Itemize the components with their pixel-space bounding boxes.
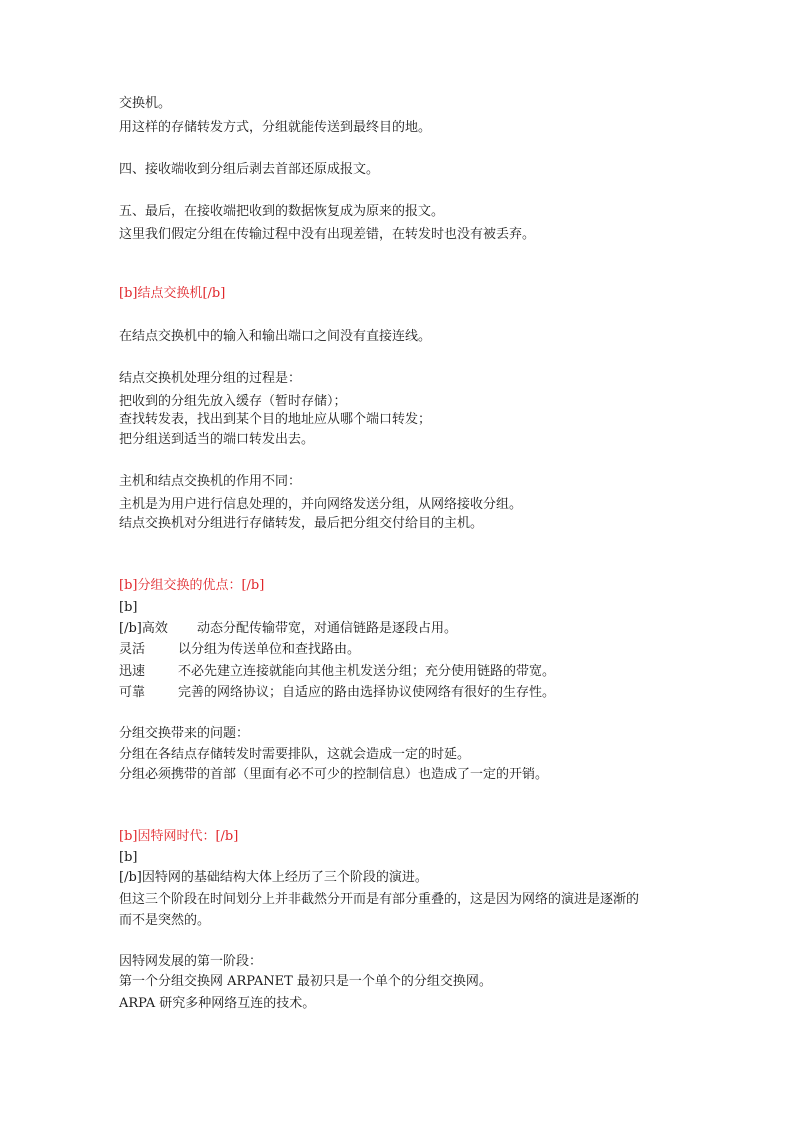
text-line: 但这三个阶段在时间划分上并非截然分开而是有部分重叠的，这是因为网络的演进是逐渐的 [119,892,640,907]
text-line: 交换机。 [119,96,172,111]
text-line: [b] [119,850,138,865]
section-heading: [b]结点交换机[/b] [119,286,226,301]
text-line: 主机是为用户进行信息处理的，并向网络发送分组，从网络接收分组。 [119,497,523,512]
text-line: 在结点交换机中的输入和输出端口之间没有直接连线。 [119,329,432,344]
text-line: 第一个分组交换网 ARPANET 最初只是一个单个的分组交换网。 [119,974,492,989]
text-line: 五、最后，在接收端把收到的数据恢复成为原来的报文。 [119,204,445,219]
text-line: 把分组送到适当的端口转发出去。 [119,432,315,447]
text-line: 结点交换机对分组进行存储转发，最后把分组交付给目的主机。 [119,516,484,531]
text-line: 这里我们假定分组在传输过程中没有出现差错，在转发时也没有被丢弃。 [119,227,536,242]
text-line: 用这样的存储转发方式，分组就能传送到最终目的地。 [119,120,432,135]
advantage-term: [/b]高效 [119,621,168,636]
text-line: 四、接收端收到分组后剥去首部还原成报文。 [119,162,380,177]
text-line: 分组必须携带的首部（里面有必不可少的控制信息）也造成了一定的开销。 [119,767,549,782]
section-heading: [b]分组交换的优点：[/b] [119,578,265,593]
advantage-row [119,620,168,638]
advantage-desc: 不必先建立连接就能向其他主机发送分组；充分使用链路的带宽。 [178,664,556,679]
text-line: ARPA 研究多种网络互连的技术。 [119,996,316,1011]
text-line: 主机和结点交换机的作用不同： [119,474,302,489]
text-line: 把收到的分组先放入缓存（暂时存储）； [119,394,347,409]
text-line: 结点交换机处理分组的过程是： [119,371,302,386]
advantage-term: 灵活 [119,642,146,657]
advantage-term: 可靠 [119,685,146,700]
advantage-desc: 完善的网络协议；自适应的路由选择协议使网络有很好的生存性。 [178,685,556,700]
text-line: 而不是突然的。 [119,913,211,928]
text-line: 分组在各结点存储转发时需要排队，这就会造成一定的时延。 [119,747,471,762]
text-line: 因特网发展的第一阶段： [119,954,263,969]
text-line: 分组交换带来的问题： [119,726,250,741]
advantage-desc: 以分组为传送单位和查找路由。 [178,642,361,657]
advantage-term: 迅速 [119,664,146,679]
text-line: [/b]因特网的基础结构大体上经历了三个阶段的演进。 [119,870,428,885]
section-heading: [b]因特网时代：[/b] [119,829,239,844]
text-line: [b] [119,600,138,615]
text-line: 查找转发表，找出到某个目的地址应从哪个端口转发； [119,412,432,427]
advantage-desc: 动态分配传输带宽，对通信链路是逐段占用。 [197,621,458,636]
